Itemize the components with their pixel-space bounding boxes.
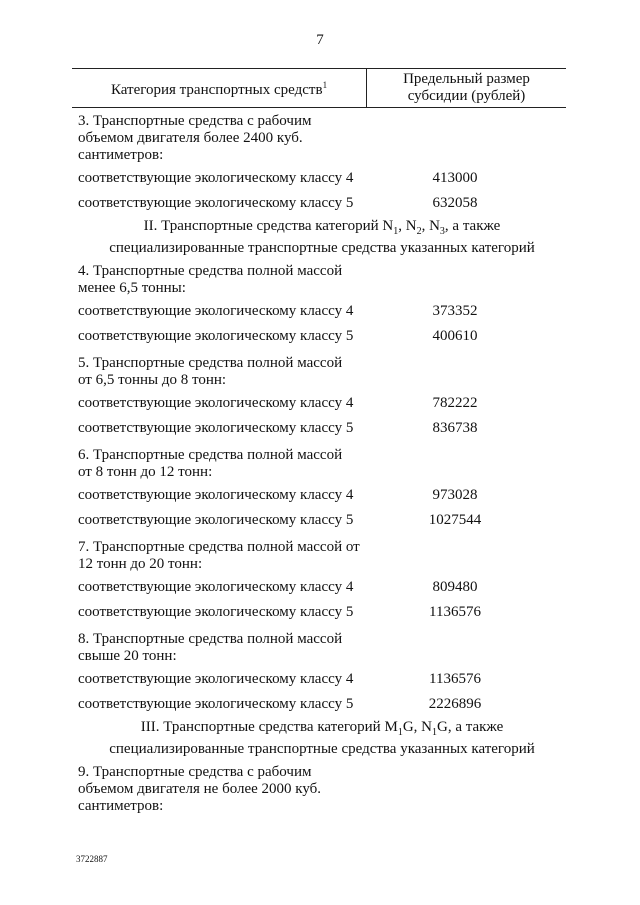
category-title-line: 8. Транспортные средства полной массой (78, 631, 343, 647)
category-title (78, 631, 373, 665)
section-heading-line2: специализированные транспортные средства указанных категорий (109, 741, 535, 757)
section-heading-line2: специализированные транспортные средства указанных категорий (109, 240, 535, 256)
row-value: 373352 (432, 303, 478, 319)
row-label: соответствующие экологическому классу 5 (78, 328, 354, 344)
header-amount-line2: субсидии (рублей) (407, 88, 526, 104)
row-value: 2226896 (428, 696, 482, 712)
table-row (78, 600, 566, 625)
category-title-line: 6. Транспортные средства полной массой (78, 447, 343, 463)
category-title-line: менее 6,5 тонны: (78, 280, 186, 296)
category-title-line: 5. Транспортные средства полной массой (78, 355, 343, 371)
category-title-line: 3. Транспортные средства с рабочим (78, 113, 312, 129)
row-label: соответствующие экологическому классу 4 (78, 671, 354, 687)
category-title-line: 9. Транспортные средства с рабочим (78, 764, 312, 780)
section-heading (78, 719, 566, 758)
document-code: 3722887 (76, 854, 108, 864)
table-row (78, 191, 566, 216)
table-row (78, 299, 566, 324)
category-title-line: 4. Транспортные средства полной массой (78, 263, 343, 279)
header-amount-line1: Предельный размер (403, 71, 530, 87)
row-value: 632058 (432, 195, 478, 211)
table-row (78, 483, 566, 508)
category-title (78, 113, 373, 164)
section-text: III. Транспортные средства категорий M (140, 719, 398, 735)
section-text: II. Транспортные средства категорий N (143, 218, 394, 234)
row-value: 809480 (432, 579, 478, 595)
row-value: 973028 (432, 487, 478, 503)
table-row (78, 692, 566, 717)
row-label: соответствующие экологическому классу 5 (78, 512, 354, 528)
row-value: 1136576 (429, 604, 481, 620)
row-label: соответствующие экологическому классу 5 (78, 604, 354, 620)
table-row (78, 416, 566, 441)
category-title-line: объемом двигателя более 2400 куб. (78, 130, 303, 146)
header-category-column (72, 80, 366, 99)
section-heading-line1 (78, 719, 566, 741)
category-title (78, 447, 373, 481)
footnote-mark: 1 (322, 80, 328, 90)
table-row (78, 667, 566, 692)
table-row (78, 575, 566, 600)
table-row (78, 508, 566, 533)
category-title-line: от 6,5 тонны до 8 тонн: (78, 372, 227, 388)
row-label: соответствующие экологическому классу 4 (78, 170, 354, 186)
category-title-line: свыше 20 тонн: (78, 648, 177, 664)
header-amount-column (367, 71, 566, 105)
row-value: 400610 (432, 328, 478, 344)
category-title (78, 764, 373, 815)
section-heading (78, 218, 566, 257)
category-title-line: сантиметров: (78, 798, 164, 814)
row-label: соответствующие экологическому классу 5 (78, 696, 354, 712)
category-title (78, 263, 373, 297)
table-row (78, 324, 566, 349)
row-label: соответствующие экологическому классу 4 (78, 487, 354, 503)
section-text: , N (421, 218, 440, 234)
section-text: G, N (402, 719, 432, 735)
category-title-line: объемом двигателя не более 2000 куб. (78, 781, 322, 797)
row-label: соответствующие экологическому классу 4 (78, 579, 354, 595)
section-text: , N (398, 218, 417, 234)
subscript: 3 (439, 226, 445, 237)
row-label: соответствующие экологическому классу 5 (78, 195, 354, 211)
section-text: G, а также (436, 719, 504, 735)
subscript: 2 (416, 226, 422, 237)
category-title (78, 539, 373, 573)
row-value: 413000 (432, 170, 478, 186)
subscript: 1 (431, 727, 437, 738)
row-value: 1136576 (429, 671, 481, 687)
header-category-label: Категория транспортных средств (110, 82, 323, 98)
subscript: 1 (393, 226, 399, 237)
category-title-line: сантиметров: (78, 147, 164, 163)
row-value: 836738 (432, 420, 478, 436)
category-title (78, 355, 373, 389)
table-row (78, 166, 566, 191)
category-title-line: 7. Транспортные средства полной массой от (78, 539, 360, 555)
table-body (78, 113, 566, 817)
category-title-line: 12 тонн до 20 тонн: (78, 556, 203, 572)
row-label: соответствующие экологическому классу 4 (78, 303, 354, 319)
row-label: соответствующие экологическому классу 5 (78, 420, 354, 436)
category-title-line: от 8 тонн до 12 тонн: (78, 464, 213, 480)
row-value: 1027544 (428, 512, 482, 528)
row-label: соответствующие экологическому классу 4 (78, 395, 354, 411)
table-header (72, 68, 566, 108)
page-number: 7 (316, 32, 324, 48)
row-value: 782222 (432, 395, 478, 411)
section-text: , а также (444, 218, 501, 234)
table-row (78, 391, 566, 416)
subscript: 1 (397, 727, 403, 738)
section-heading-line1 (78, 218, 566, 240)
